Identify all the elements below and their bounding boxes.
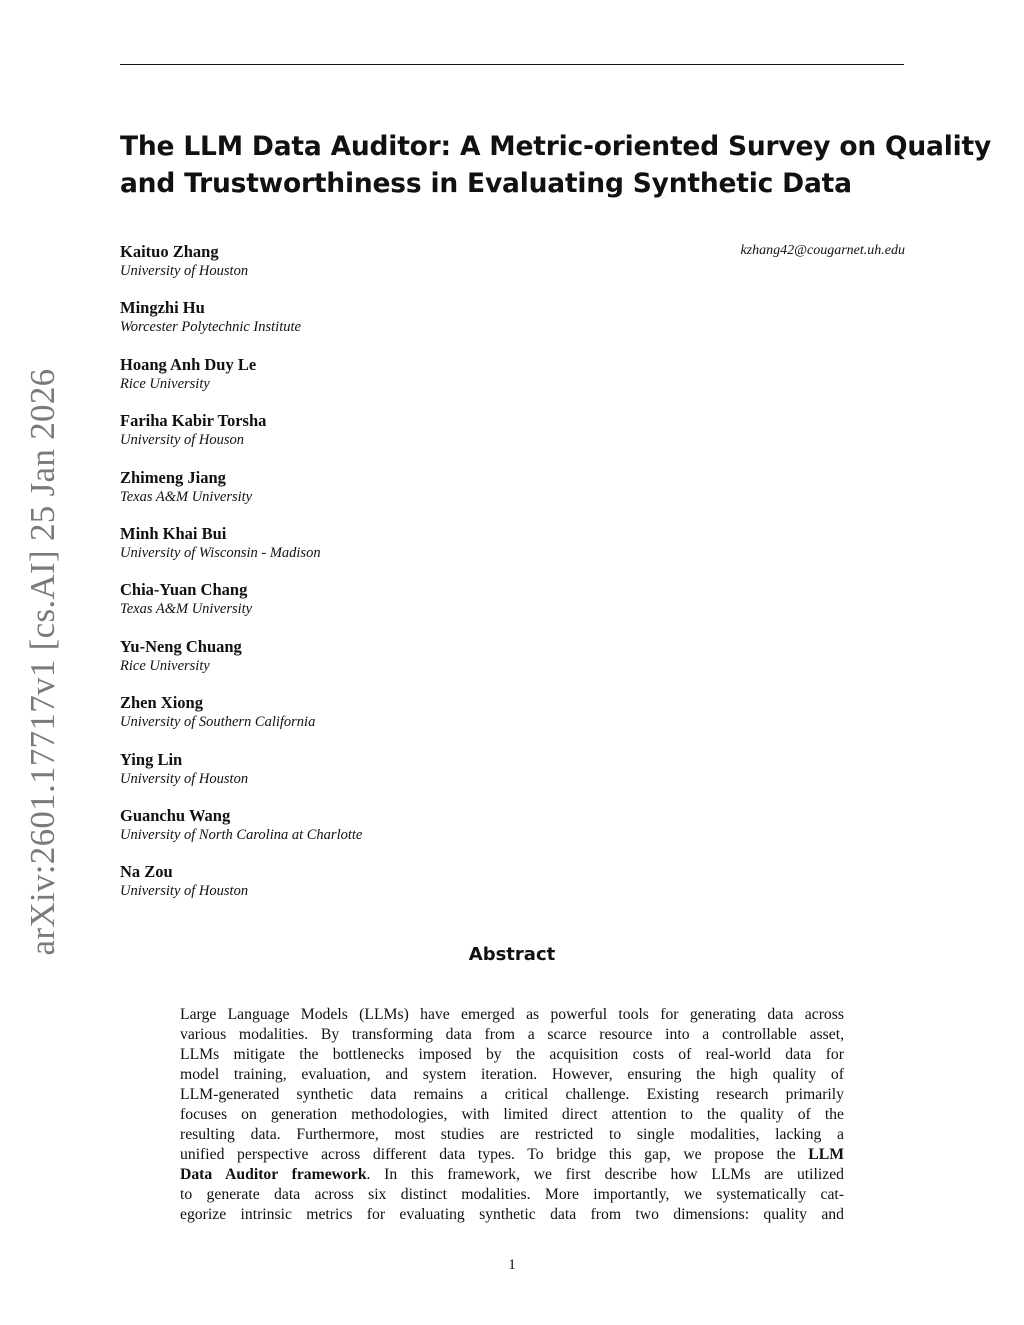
author-entry [120,861,920,917]
author-entry [120,523,920,579]
abstract-line: resulting data. Furthermore, most studies are restricted to single modalities, lacking a [180,1126,844,1143]
abstract-body [180,1005,844,1225]
author-entry [120,749,920,805]
abstract-line: to generate data across six distinct modalities. More importantly, we systematically cat- [180,1186,844,1203]
author-affiliation: University of Houston [120,883,249,900]
author-entry [120,805,920,861]
abstract-line: LLMs mitigate the bottlenecks imposed by the acquisition costs of real-world data for [180,1046,844,1063]
author-affiliation: University of Houston [120,770,249,787]
abstract-line: Large Language Models (LLMs) have emerged as powerful tools for generating data across [180,1006,844,1023]
title-line-1: The LLM Data Auditor: A Metric-oriented Survey on Quality [120,131,992,162]
author-affiliation: Texas A&M University [120,601,253,618]
author-list [120,241,920,918]
abstract-heading: Abstract [468,944,556,965]
author-name: Chia-Yuan Chang [120,580,248,600]
author-affiliation: Texas A&M University [120,488,253,505]
author-name: Zhimeng Jiang [120,467,226,487]
abstract-line-text: unified perspective across different data types. To bridge this gap, we propose the [180,1146,796,1163]
author-affiliation: University of Wisconsin - Madison [120,544,321,561]
framework-name-bold: LLM [808,1146,845,1163]
author-name: Ying Lin [120,749,183,769]
author-affiliation: Worcester Polytechnic Institute [120,319,301,336]
abstract-line: egorize intrinsic metrics for evaluating synthetic data from two dimensions: quality and [180,1206,844,1223]
header-rule [120,64,904,65]
author-entry [120,410,920,466]
framework-name-bold: Data Auditor framework [180,1166,367,1183]
paper-title [120,128,992,202]
arxiv-identifier-text: arXiv:2601.17717v1 [cs.AI] 25 Jan 2026 [23,368,62,956]
author-affiliation: Rice University [120,375,210,392]
author-affiliation: University of Houson [120,432,245,449]
abstract-line [180,1165,844,1185]
author-name: Yu-Neng Chuang [120,636,242,656]
author-entry [120,354,920,410]
author-name: Zhen Xiong [120,693,203,713]
author-affiliation: University of North Carolina at Charlotte [120,826,363,843]
author-entry [120,241,920,297]
page-number: 1 [508,1257,516,1273]
abstract-line: LLM-generated synthetic data remains a critical challenge. Existing research primarily [180,1086,844,1103]
author-affiliation: Rice University [120,657,210,674]
author-name: Guanchu Wang [120,805,231,825]
abstract-line [180,1145,844,1165]
contact-email[interactable]: kzhang42@cougarnet.uh.edu [740,243,905,258]
author-entry [120,636,920,692]
author-entry [120,692,920,748]
author-entry [120,297,920,353]
author-name: Hoang Anh Duy Le [120,354,257,374]
abstract-line: model training, evaluation, and system iteration. However, ensuring the high quality of [180,1066,844,1083]
author-entry [120,467,920,523]
author-entry [120,579,920,635]
author-name: Kaituo Zhang [120,242,219,261]
abstract-line: focuses on generation methodologies, with limited direct attention to the quality of the [180,1106,844,1123]
abstract-line-text: . In this framework, we first describe how LLMs are utilized [366,1166,844,1183]
abstract-line: various modalities. By transforming data from a scarce resource into a controllable asset, [180,1026,844,1043]
author-name: Mingzhi Hu [120,298,205,318]
author-name: Fariha Kabir Torsha [120,411,267,431]
author-name: Minh Khai Bui [120,523,227,543]
author-affiliation: University of Houston [120,263,249,279]
title-line-2: and Trustworthiness in Evaluating Synthetic Data [120,168,852,199]
author-name: Na Zou [120,862,173,882]
author-affiliation: University of Southern California [120,714,316,731]
